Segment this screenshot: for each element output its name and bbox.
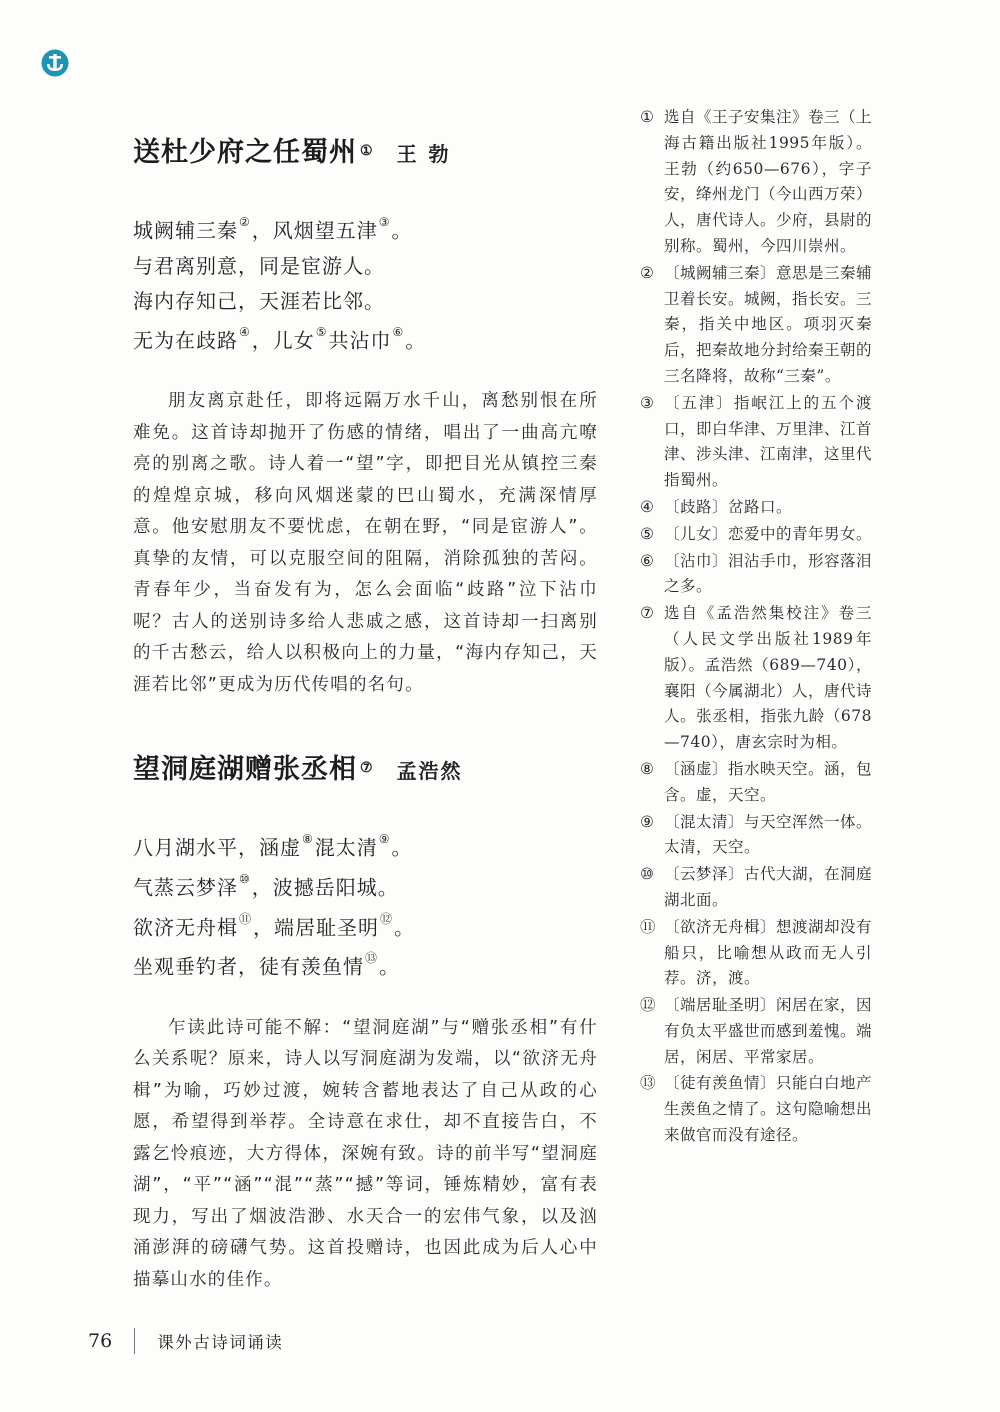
footnote-marker: ④ — [239, 324, 251, 339]
poem-text: 与君离别意，同是宦游人。 — [133, 253, 385, 278]
poem-title-row — [133, 747, 598, 786]
footnote-marker: ⑨ — [378, 832, 391, 847]
poem-section-2 — [133, 747, 598, 1296]
poem-body — [133, 209, 598, 358]
footnote-marker: ⑤ — [315, 324, 328, 339]
poem-text: ，端居耻圣明 — [253, 915, 380, 940]
footnote-marker: ② — [239, 215, 251, 229]
main-column — [133, 130, 598, 1296]
poem-text: 。 — [379, 954, 401, 979]
footnote-number: ⑨ — [640, 812, 655, 831]
poem-title-row — [133, 130, 598, 169]
footnote-marker: ⑥ — [392, 324, 405, 339]
footnote-text: 〔五津〕指岷江上的五个渡口，即白华津、万里津、江首津、涉头津、江南津，这里代指蜀州。 — [664, 393, 873, 490]
poem-text: 。 — [394, 915, 416, 940]
poem-body — [133, 826, 598, 985]
commentary-paragraph: 朋友离京赴任，即将远隔万水千山，离愁别恨在所难免。这首诗却抛开了伤感的情绪，唱出了一曲高亢嘹亮的别离之歌。诗人着一“望”字，即把目光从镇控三秦的煌煌京城，移向风烟迷蒙的巴山蜀水，充满深情厚意。他安慰朋友不要忧虑，在朝在野，“同是宦游人”。真挚的友情，可以克服空间的阻隔，消除孤独的苦闷。青春年少，当奋发有为，怎么会面临“歧路”泣下沾巾呢？古人的送别诗多给人悲戚之感，这首诗却一扫离别的千古愁云，给人以积极向上的力量，“海内存知己，天涯若比邻”更成为历代传唱的名句。 — [133, 391, 598, 695]
footnote-text: 〔欲济无舟楫〕想渡湖却没有船只，比喻想从政而无人引荐。济，渡。 — [664, 917, 873, 988]
footnote-text: 〔儿女〕恋爱中的青年男女。 — [664, 524, 873, 543]
poem-text: 城阙辅三秦 — [133, 218, 238, 243]
footnote-item — [640, 862, 872, 914]
poem-text: 共沾巾 — [328, 328, 392, 353]
anchor-book-icon — [40, 48, 70, 78]
footnote-text: 〔沾巾〕泪沾手巾，形容落泪之多。 — [664, 551, 873, 596]
poem-author: 孟浩然 — [396, 759, 463, 784]
footnote-item — [640, 810, 872, 862]
poem-section-1 — [133, 130, 598, 701]
poem-text: 混太清 — [314, 835, 378, 860]
commentary-paragraph: 乍读此诗可能不解：“望洞庭湖”与“赠张丞相”有什么关系呢？原来，诗人以写洞庭湖为发端，以“欲济无舟楫”为喻，巧妙过渡，婉转含蓄地表达了自己从政的心愿，希望得到举荐。全诗意在求仕，却不直接告白，不露乞怜痕迹，大方得体，深婉有致。诗的前半写“望洞庭湖”，“平”“涵”“混”“蒸”“撼”等词，锤炼精妙，富有表现力，写出了烟波浩渺、水天合一的宏伟气象，以及汹涌澎湃的磅礴气势。这首投赠诗，也因此成为后人心中描摹山水的佳作。 — [133, 1017, 598, 1290]
footnote-item — [640, 261, 872, 390]
footnote-item — [640, 391, 872, 494]
footnote-item — [640, 522, 872, 548]
footnote-item — [640, 105, 872, 260]
poem-line — [133, 319, 598, 359]
footnote-item — [640, 993, 872, 1070]
poem-text: ，儿女 — [251, 328, 315, 353]
poem-line — [133, 906, 598, 946]
poem-text: 坐观垂钓者，徒有羡鱼情 — [133, 954, 364, 979]
footnote-text: 选自《孟浩然集校注》卷三（人民文学出版社1989年版）。孟浩然（689—740），襄阳（今属湖北）人，唐代诗人。张丞相，指张九龄（678—740），唐玄宗时为相。 — [664, 604, 873, 752]
footnote-text: 〔城阙辅三秦〕意思是三秦辅卫着长安。城阙，指长安。三秦，指关中地区。项羽灭秦后，把秦故地分封给秦王朝的三名降将，故称“三秦”。 — [664, 263, 873, 385]
footnote-number: ⑩ — [640, 865, 655, 884]
footnote-marker: ⑫ — [380, 911, 394, 926]
footnote-text: 〔徒有羡鱼情〕只能白白地产生羡鱼之情了。这句隐喻想出来做官而没有途径。 — [664, 1074, 873, 1145]
footnote-number: ⑤ — [640, 524, 655, 543]
poem-text: 气蒸云梦泽 — [133, 875, 238, 900]
footnote-marker: ⑩ — [239, 871, 251, 886]
poem-text: 无为在歧路 — [133, 328, 238, 353]
footnote-marker: ⑪ — [239, 911, 253, 926]
footnote-number: ⑧ — [640, 759, 655, 778]
poem-title: 望洞庭湖赠张丞相 — [133, 754, 357, 786]
footnotes-column — [640, 105, 872, 1150]
poem-line — [133, 209, 598, 249]
footnote-marker: ① — [360, 143, 373, 159]
poem-line — [133, 249, 598, 284]
footnote-number: ⑬ — [640, 1074, 657, 1093]
poem-text: ，风烟望五津 — [251, 218, 378, 243]
footnote-text: 〔端居耻圣明〕闲居在家，因有负太平盛世而感到羞愧。端居，闲居、平常家居。 — [664, 996, 873, 1066]
poem-text: 欲济无舟楫 — [133, 915, 238, 940]
footnote-number: ③ — [640, 393, 655, 412]
footnote-item — [640, 495, 872, 521]
footnote-number: ② — [640, 263, 655, 282]
footnote-number: ⑥ — [640, 551, 655, 570]
footnote-item — [640, 757, 872, 809]
footnote-marker: ③ — [378, 215, 391, 229]
footnote-marker: ⑬ — [365, 951, 379, 966]
book-title: 课外古诗词诵读 — [157, 1333, 284, 1352]
footnote-text: 〔涵虚〕指水映天空。涵，包含。虚，天空。 — [664, 759, 873, 804]
footnote-number: ⑦ — [640, 604, 655, 623]
poem-text: 八月湖水平，涵虚 — [133, 835, 301, 860]
poem-line — [133, 945, 598, 985]
footer-divider — [134, 1328, 135, 1354]
poem-line — [133, 826, 598, 866]
page-footer — [88, 1328, 283, 1354]
page-number: 76 — [88, 1330, 113, 1352]
footnote-number: ⑫ — [640, 996, 657, 1015]
footnote-text: 〔云梦泽〕古代大湖，在洞庭湖北面。 — [664, 865, 873, 909]
poem-text: ，波撼岳阳城。 — [251, 875, 399, 900]
poem-author: 王勃 — [396, 142, 461, 166]
footnote-item — [640, 1071, 872, 1148]
footnote-text: 选自《王子安集注》卷三（上海古籍出版社1995年版）。王勃（约650—676），字子安，绛州龙门（今山西万荣）人，唐代诗人。少府，县尉的别称。蜀州，今四川崇州。 — [664, 108, 873, 255]
footnote-marker: ⑧ — [302, 832, 314, 847]
poem-line — [133, 866, 598, 906]
poem-text: 。 — [391, 218, 413, 243]
footnote-marker: ⑦ — [360, 760, 373, 777]
footnote-text: 〔歧路〕岔路口。 — [664, 497, 793, 516]
poem-text: 。 — [391, 835, 413, 860]
poem-text: 海内存知己，天涯若比邻。 — [133, 288, 385, 313]
poem-text: 。 — [405, 328, 427, 353]
footnote-item — [640, 549, 872, 601]
footnote-number: ⑪ — [640, 917, 657, 936]
footnote-item — [640, 915, 872, 992]
footnote-text: 〔混太清〕与天空浑然一体。太清，天空。 — [664, 812, 873, 857]
footnote-number: ④ — [640, 497, 655, 516]
footnote-item — [640, 601, 872, 756]
poem-title: 送杜少府之任蜀州 — [133, 137, 357, 168]
poem-line — [133, 284, 598, 319]
footnote-number: ① — [640, 108, 655, 126]
